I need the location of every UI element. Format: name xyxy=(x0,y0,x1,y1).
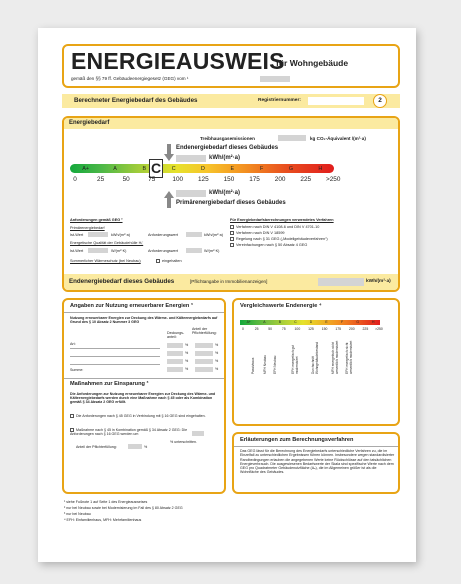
mini-tick-label-3: 75 xyxy=(281,327,286,331)
share-field-2 xyxy=(167,351,183,356)
footnote-1: ¹ siehe Fußnote 1 auf Seite 1 des Energieausweises xyxy=(64,500,148,504)
sum-share-pct: % xyxy=(185,367,189,371)
page-title: ENERGIEAUSWEIS xyxy=(71,48,285,74)
reference-label-1: MFH Neubau xyxy=(263,355,267,374)
class-label-8: H xyxy=(318,165,323,172)
req-field-2 xyxy=(195,351,213,356)
mini-class-label-1: A xyxy=(263,320,266,324)
share-pct-3: % xyxy=(185,359,189,363)
mini-class-label-6: F xyxy=(341,320,344,324)
share-pct-1: % xyxy=(185,343,189,347)
reference-label-0: Passivhaus xyxy=(251,357,255,374)
class-label-7: G xyxy=(288,165,294,172)
class-label-6: F xyxy=(260,165,264,172)
methods-heading: Für Energiebedarfsberechnungen verwendetes Verfahren xyxy=(230,218,334,222)
req-pct-3: % xyxy=(215,359,219,363)
tick-label-10: >250 xyxy=(326,176,341,183)
requirements-heading: Anforderungen gemäß GEG ² xyxy=(70,218,123,222)
share-field-1 xyxy=(167,343,183,348)
final-energy-value-field xyxy=(176,155,206,162)
mini-class-label-0: A+ xyxy=(246,320,251,324)
explanation-heading: Erläuterungen zum Berechnungsverfahren xyxy=(240,437,354,443)
measure-option-1[interactable] xyxy=(70,414,222,418)
method-label-2: Verfahren nach DIN V 18599 xyxy=(236,231,285,235)
mini-class-label-5: E xyxy=(325,320,328,324)
req-pct-1: % xyxy=(215,343,219,347)
sum-req-pct: % xyxy=(215,367,219,371)
sum-req-field xyxy=(195,367,213,372)
method-label-4: Vereinfachungen nach § 50 Absatz 4 GEG xyxy=(236,243,308,247)
energy-demand-heading: Energiebedarf xyxy=(69,120,110,126)
req-unit-1: kWh/(m²·a) xyxy=(111,233,130,237)
req-soll-label-2: Anforderungswert xyxy=(148,249,178,253)
method-checkbox-2[interactable] xyxy=(230,231,234,235)
final-energy-label: Endenergiebedarf dieses Gebäudes xyxy=(176,145,279,151)
registration-label: Registriernummer: xyxy=(258,98,301,103)
tick-label-2: 50 xyxy=(122,176,130,183)
final-energy-bar xyxy=(64,274,398,290)
tick-label-8: 200 xyxy=(274,176,286,183)
method-label-3: Regelung nach § 31 GEG („Modellgebäudeverfahren“) xyxy=(236,237,328,241)
method-checkbox-1[interactable] xyxy=(230,225,234,229)
final-energy-arrow xyxy=(164,154,174,161)
footnote-4: ⁴ EFH: Einfamilienhaus, MFH: Mehrfamilienhaus xyxy=(64,518,142,522)
req-soll-label-1: Anforderungswert xyxy=(148,233,178,237)
measures-intro: Die Anforderungen zur Nutzung erneuerbarer Energien zur Deckung des Wärme- und Kälteenergiebedarfs werden durch eine Maßnahme nach § 45 oder als Kombination gemäß § 34 Absatz 2 GEG erfüllt. xyxy=(70,392,216,404)
primary-energy-value-field xyxy=(176,190,206,197)
class-label-4: D xyxy=(201,165,205,172)
mini-class-label-7: G xyxy=(356,320,359,324)
req-field-1 xyxy=(195,343,213,348)
mini-class-label-4: D xyxy=(309,320,313,324)
primary-energy-unit: kWh/(m²·a) xyxy=(209,190,240,196)
reference-label-6: EFH energetisch nicht wesentlich modernisiert xyxy=(345,340,353,374)
measure-fulfilment-label: Anteil der Pflichterfüllung: xyxy=(76,445,117,449)
share-field-3 xyxy=(167,359,183,364)
tick-label-7: 175 xyxy=(249,176,260,183)
measure-undercut-field xyxy=(192,431,204,436)
ghg-unit: kg CO₂-Äquivalent /(m²·a) xyxy=(310,136,366,141)
summer-checkbox[interactable] xyxy=(156,259,160,263)
measure-option-2-label: Maßnahme nach § 45 in Kombination gemäß § 34 Absatz 2 GEG: Die Anforderungen nach § 16 GEG werden um xyxy=(70,428,188,437)
mini-tick-label-0: 0 xyxy=(242,327,244,331)
mini-tick-label-10: >250 xyxy=(375,327,383,331)
tick-label-3: 75 xyxy=(148,176,156,183)
tick-label-5: 125 xyxy=(198,176,209,183)
req-ist-label-1: Ist-Wert xyxy=(70,233,84,237)
tick-label-6: 150 xyxy=(223,176,235,183)
method-checkbox-3[interactable] xyxy=(230,237,234,241)
col-header-art: Art: xyxy=(70,342,76,346)
explanation-box xyxy=(232,432,400,494)
reference-label-5: MFH energetisch nicht wesentlich modernisiert xyxy=(331,340,339,374)
req-unit-2: W/(m²·K) xyxy=(111,249,127,253)
page-number-badge: 2 xyxy=(373,94,387,108)
mini-tick-label-1: 25 xyxy=(254,327,259,331)
sum-share-field xyxy=(167,367,183,372)
measure-option-2[interactable] xyxy=(70,428,190,436)
final-energy-bar-label: Endenergiebedarf dieses Gebäudes xyxy=(69,278,175,285)
measure-fulfilment-field xyxy=(128,444,142,449)
reference-label-4: Durchschnitt Wohngebäudebestand xyxy=(311,341,319,374)
mini-tick-label-8: 200 xyxy=(348,327,355,331)
req-ist-field-2 xyxy=(88,248,108,253)
energy-certificate-page xyxy=(38,28,416,562)
measure-option-1-label: Die Anforderungen nach § 45 GEG in Verbindung mit § 16 GEG sind eingehalten. xyxy=(76,414,206,418)
summer-option-label: eingehalten xyxy=(162,259,182,263)
ghg-label: Treibhausgasemissionen xyxy=(200,136,255,141)
reference-label-2: EFH Neubau xyxy=(273,355,277,374)
mini-tick-label-6: 150 xyxy=(321,327,328,331)
measure-fulfilment-pct: % xyxy=(144,445,148,449)
method-label-1: Verfahren nach DIN V 4108-6 und DIN V 4701-10 xyxy=(236,225,320,229)
mini-class-label-8: H xyxy=(371,320,375,324)
primary-energy-label: Primärenergiebedarf dieses Gebäudes xyxy=(176,200,286,206)
share-pct-2: % xyxy=(185,351,189,355)
req-soll-field-1 xyxy=(186,232,202,237)
class-label-0: A+ xyxy=(82,165,90,172)
method-option-2[interactable] xyxy=(230,231,285,236)
mini-class-label-2: B xyxy=(278,320,281,324)
renewables-heading: Angaben zur Nutzung erneuerbarer Energien ³ xyxy=(70,303,193,309)
energy-demand-heading-bar xyxy=(64,118,398,129)
req-soll-unit-1: kWh/(m²·a) xyxy=(204,233,223,237)
tick-label-1: 25 xyxy=(97,176,105,183)
method-checkbox-4[interactable] xyxy=(230,243,234,247)
energy-demand-box xyxy=(62,116,400,292)
method-option-1[interactable] xyxy=(230,225,319,230)
req-pct-2: % xyxy=(215,351,219,355)
class-label-3: C xyxy=(171,165,176,172)
primary-energy-arrow-stem xyxy=(167,198,171,208)
final-energy-bar-note: [Pflichtangabe in Immobilienanzeigen] xyxy=(190,279,268,284)
mini-tick-label-7: 175 xyxy=(335,327,342,331)
footnote-3: ³ nur bei Neubau xyxy=(64,512,91,516)
mini-tick-label-5: 125 xyxy=(308,327,314,331)
sum-label: Summe: xyxy=(70,368,84,372)
req-soll-unit-2: W/(m²·K) xyxy=(204,249,220,253)
tick-label-4: 100 xyxy=(172,176,184,183)
section-bar xyxy=(62,94,400,108)
mini-tick-label-4: 100 xyxy=(294,327,301,331)
final-energy-unit: kWh/(m²·a) xyxy=(209,155,240,161)
reference-label-3: EFH energetisch gut modernisiert xyxy=(291,344,299,374)
comparison-box xyxy=(232,298,400,426)
col-header-requirement: Anteil der Pflichterfüllung: xyxy=(192,327,217,335)
req-ist-label-2: Ist-Wert xyxy=(70,249,84,253)
final-energy-arrow-stem xyxy=(167,144,171,154)
req-soll-field-2 xyxy=(186,248,202,253)
mini-tick-label-2: 50 xyxy=(268,327,273,331)
registration-number-field xyxy=(308,97,364,105)
requirements-quality: Energetische Qualität der Gebäudehülle Hₜ' xyxy=(70,241,144,245)
method-option-3[interactable] xyxy=(230,237,328,242)
comparison-heading: Vergleichswerte Endenergie ⁴ xyxy=(240,303,322,309)
page-title-suffix: für Wohngebäude xyxy=(276,58,349,68)
header-box xyxy=(62,44,400,88)
measures-heading: Maßnahmen zur Einsparung ³ xyxy=(70,381,149,387)
law-date-field xyxy=(260,76,290,82)
current-class-marker: C xyxy=(150,160,162,176)
section-bar-label: Berechneter Energiebedarf des Gebäudes xyxy=(74,97,198,104)
page-subtitle: gemäß den §§ 79 ff. Gebäudeenergiegesetz (GEG) vom ¹ xyxy=(71,76,189,81)
tick-label-0: 0 xyxy=(73,176,77,183)
mini-tick-label-9: 225 xyxy=(362,327,369,331)
req-ist-field-1 xyxy=(88,232,108,237)
renewables-box xyxy=(62,298,226,494)
method-option-4[interactable] xyxy=(230,243,307,248)
summer-protection-option[interactable] xyxy=(156,259,182,264)
measure-checkbox-1[interactable] xyxy=(70,414,74,418)
mini-class-label-3: C xyxy=(294,320,297,324)
ghg-value-field xyxy=(278,135,306,141)
final-energy-bar-unit: kWh/(m²·a) xyxy=(366,279,391,284)
measure-undercut-suffix: % unterschritten. xyxy=(170,440,197,444)
requirements-primary: Primärenergiebedarf xyxy=(70,226,105,230)
summer-protection-label: Sommerlicher Wärmeschutz (bei Neubau) xyxy=(70,259,141,263)
renewables-intro: Nutzung erneuerbarer Energien zur Deckung des Wärme- und Kälteenergiebedarfs auf Grund des § 10 Absatz 2 Nummer 3 GEG xyxy=(70,316,218,324)
class-label-5: E xyxy=(230,165,235,172)
col-header-share: Deckungs-anteil: xyxy=(167,331,185,339)
primary-energy-arrow xyxy=(164,191,174,198)
tick-label-9: 225 xyxy=(300,176,312,183)
class-label-2: B xyxy=(142,165,147,172)
footnote-2: ² nur bei Neubau sowie bei Modernisierung im Fall des § 80 Absatz 2 GEG xyxy=(64,506,183,510)
req-field-3 xyxy=(195,359,213,364)
final-energy-bar-value xyxy=(318,278,364,286)
explanation-text: Das GEG lässt für die Berechnung des Energiebedarfs unterschiedliche Verfahren zu, die im Einzelfall zu unterschiedlichen Ergebnissen führen können. Insbesondere wegen standardisierter Randbedingungen erlauben die angegebenen Werte keine Rückschlüsse auf den tatsächlichen Energieverbrauch. Die ausgewiesenen Bedarfswerte der Skala sind spezifische Werte nach dem GEG pro Quadratmeter Gebäudenutzfläche (Aₙ), die im Allgemeinen größer ist als die Wohnfläche des Gebäudes. xyxy=(240,449,395,475)
class-label-1: A xyxy=(113,165,117,172)
